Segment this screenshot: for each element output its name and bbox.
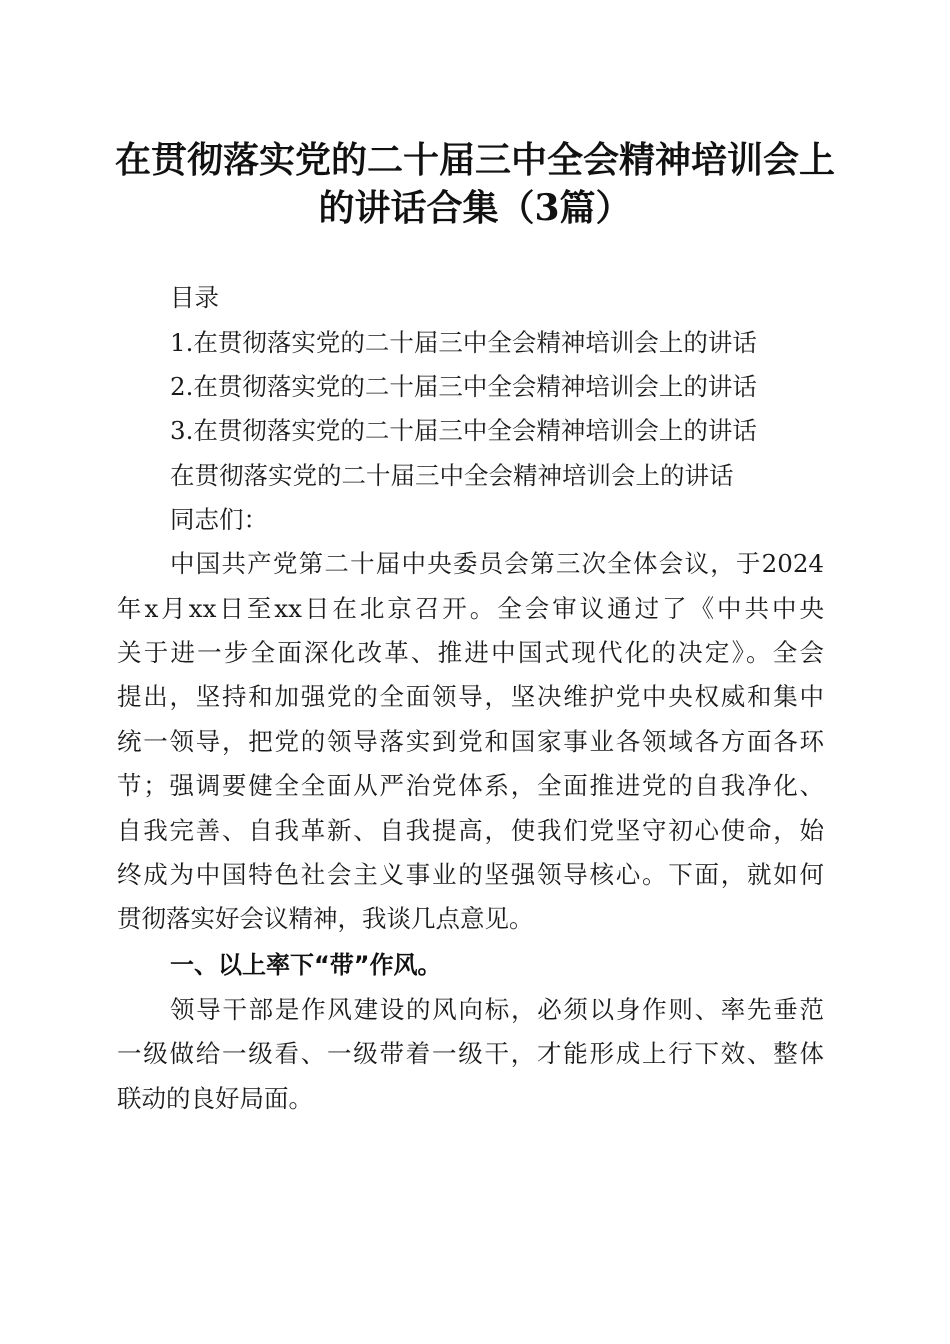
- speech-title: 在贯彻落实党的二十届三中全会精神培训会上的讲话: [170, 461, 734, 490]
- paragraph-1-line: 自我完善、自我革新、自我提高，使我们党坚守初心使命，始: [117, 816, 824, 845]
- document-title-line-2: 的讲话合集（3篇）: [318, 187, 632, 229]
- paragraph-1-line: 提出，坚持和加强党的全面领导，坚决维护党中央权威和集中: [117, 682, 824, 711]
- toc-item-1: 1.在贯彻落实党的二十届三中全会精神培训会上的讲话: [170, 328, 757, 357]
- paragraph-1-line: 终成为中国特色社会主义事业的坚强领导核心。下面，就如何: [117, 860, 824, 889]
- paragraph-2-line: 联动的良好局面。: [117, 1084, 313, 1113]
- paragraph-1-line: 中国共产党第二十届中央委员会第三次全体会议，于2024: [170, 549, 824, 578]
- salutation: 同志们：: [170, 505, 268, 534]
- toc-label: 目录: [170, 283, 219, 312]
- paragraph-2-line: 一级做给一级看、一级带着一级干，才能形成上行下效、整体: [117, 1039, 824, 1068]
- paragraph-1-line: 统一领导，把党的领导落实到党和国家事业各领域各方面各环: [117, 727, 824, 756]
- paragraph-1-line: 关于进一步全面深化改革、推进中国式现代化的决定》。全会: [117, 638, 824, 667]
- paragraph-1-line: 节；强调要健全全面从严治党体系，全面推进党的自我净化、: [117, 771, 824, 800]
- toc-item-2: 2.在贯彻落实党的二十届三中全会精神培训会上的讲话: [170, 372, 757, 401]
- paragraph-1-line: 年x月xx日至xx日在北京召开。全会审议通过了《中共中央: [117, 594, 824, 623]
- section-1-heading: 一、以上率下“带”作风。: [170, 951, 442, 979]
- document-title-line-1: 在贯彻落实党的二十届三中全会精神培训会上: [114, 139, 835, 181]
- paragraph-2-line: 领导干部是作风建设的风向标，必须以身作则、率先垂范: [170, 995, 824, 1024]
- toc-item-3: 3.在贯彻落实党的二十届三中全会精神培训会上的讲话: [170, 416, 757, 445]
- paragraph-1-line: 贯彻落实好会议精神，我谈几点意见。: [117, 904, 534, 933]
